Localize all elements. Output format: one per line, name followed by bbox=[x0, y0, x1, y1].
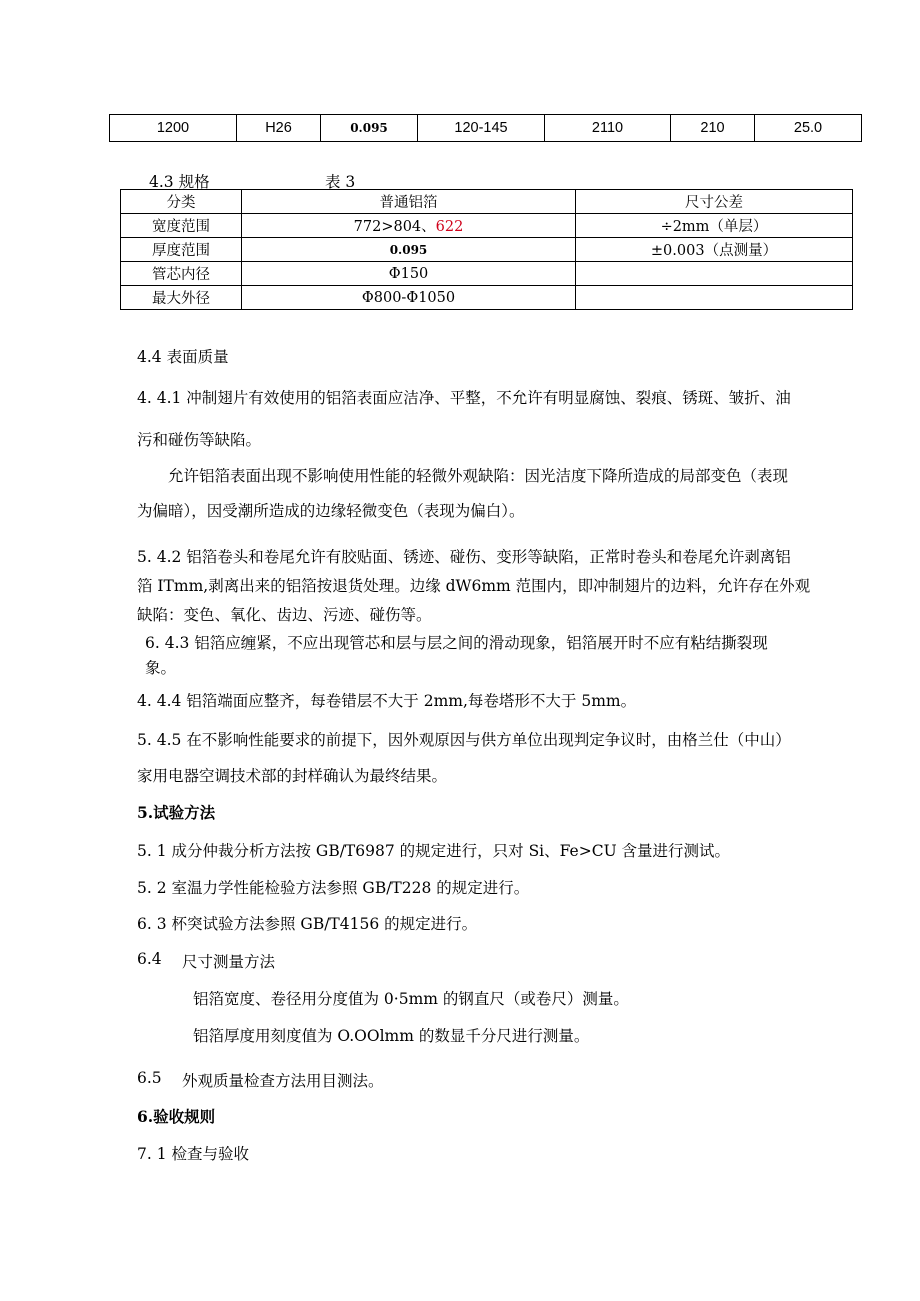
top-table bbox=[109, 114, 862, 142]
table-header-cell: 分类 bbox=[121, 190, 242, 214]
table-row bbox=[121, 262, 853, 286]
paragraph-line: 铝箔厚度用刻度值为 O.OOlmm 的数显千分尺进行测量。 bbox=[193, 1027, 590, 1045]
paragraph-line: 为偏暗），因受潮所造成的边缘轻微变色（表现为偏白）。 bbox=[137, 502, 525, 520]
section-4-3-title: 4.3 规格 bbox=[149, 173, 210, 191]
table-row bbox=[121, 286, 853, 310]
spec-table bbox=[120, 189, 853, 310]
table-header-cell: 尺寸公差 bbox=[576, 190, 853, 214]
row-value: 0.095 bbox=[242, 238, 576, 262]
paragraph-line: 缺陷：变色、氧化、齿边、污迹、碰伤等。 bbox=[137, 606, 432, 624]
row-value: Φ800-Φ1050 bbox=[242, 286, 576, 310]
paragraph-line: 铝箔宽度、卷径用分度值为 0·5mm 的钢直尺（或卷尺）测量。 bbox=[193, 990, 629, 1008]
row-tolerance bbox=[576, 262, 853, 286]
list-item-title: 尺寸测量方法 bbox=[182, 953, 276, 971]
table-cell: 120-145 bbox=[418, 115, 545, 142]
paragraph-line: 5. 4.5 在不影响性能要求的前提下，因外观原因与供方单位出现判定争议时，由格兰仕（中山） bbox=[137, 731, 791, 749]
row-value: Φ150 bbox=[242, 262, 576, 286]
table-caption: 表 3 bbox=[325, 173, 356, 191]
table-cell: 210 bbox=[671, 115, 755, 142]
table-cell: 2110 bbox=[545, 115, 671, 142]
section-6-title: 6.验收规则 bbox=[137, 1107, 216, 1126]
paragraph-line: 允许铝箔表面出现不影响使用性能的轻微外观缺陷：因光洁度下降所造成的局部变色（表现 bbox=[168, 467, 789, 485]
table-cell: H26 bbox=[237, 115, 321, 142]
row-label: 宽度范围 bbox=[121, 214, 242, 238]
list-item: 外观质量检查方法用目测法。 bbox=[182, 1072, 384, 1090]
table-row bbox=[110, 115, 862, 142]
section-4-4-title: 4.4 表面质量 bbox=[137, 348, 229, 366]
paragraph-line: 6. 4.3 铝箔应缠紧，不应出现管芯和层与层之间的滑动现象，铝箔展开时不应有粘结撕裂现 bbox=[145, 634, 768, 652]
paragraph-line: 5. 4.2 铝箔卷头和卷尾允许有胶贴面、锈迹、碰伤、变形等缺陷，正常时卷头和卷尾允许剥离铝 bbox=[137, 548, 791, 566]
table-header-row bbox=[121, 190, 853, 214]
list-item: 6. 3 杯突试验方法参照 GB/T4156 的规定进行。 bbox=[137, 915, 478, 933]
row-tolerance: ±0.003（点测量） bbox=[576, 238, 853, 262]
row-label: 厚度范围 bbox=[121, 238, 242, 262]
list-item: 5. 2 室温力学性能检验方法参照 GB/T228 的规定进行。 bbox=[137, 879, 530, 897]
paragraph-line: 箔 ITmm,剥离出来的铝箔按退货处理。边缘 dW6mm 范围内，即冲制翅片的边料，允许存在外观 bbox=[137, 577, 811, 595]
row-tolerance: ÷2mm（单层） bbox=[576, 214, 853, 238]
table-cell: 0.095 bbox=[321, 115, 418, 142]
table-row bbox=[121, 214, 853, 238]
list-item-number: 6.5 bbox=[137, 1069, 162, 1087]
table-header-cell: 普通铝箔 bbox=[242, 190, 576, 214]
list-item: 5. 1 成分仲裁分析方法按 GB/T6987 的规定进行，只对 Si、Fe>CU 含量进行测试。 bbox=[137, 842, 731, 860]
row-value bbox=[242, 214, 576, 238]
paragraph-line: 4. 4.4 铝箔端面应整齐，每卷错层不大于 2mm,每卷塔形不大于 5mm。 bbox=[137, 692, 637, 710]
paragraph-line: 污和碰伤等缺陷。 bbox=[137, 431, 262, 449]
row-tolerance bbox=[576, 286, 853, 310]
row-label: 最大外径 bbox=[121, 286, 242, 310]
paragraph-line: 家用电器空调技术部的封样确认为最终结果。 bbox=[137, 767, 448, 785]
table-cell: 25.0 bbox=[755, 115, 862, 142]
paragraph-line: 象。 bbox=[145, 659, 177, 677]
section-5-title: 5.试验方法 bbox=[137, 803, 216, 822]
row-label: 管芯内径 bbox=[121, 262, 242, 286]
table-cell: 1200 bbox=[110, 115, 237, 142]
table-row bbox=[121, 238, 853, 262]
row-value-highlight: 622 bbox=[435, 219, 464, 235]
list-item: 7. 1 检查与验收 bbox=[137, 1145, 250, 1163]
list-item-number: 6.4 bbox=[137, 950, 162, 968]
paragraph-line: 4. 4.1 冲制翅片有效使用的铝箔表面应洁净、平整，不允许有明显腐蚀、裂痕、锈斑、皱折、油 bbox=[137, 389, 791, 407]
row-value-main: 772>804、 bbox=[353, 219, 436, 235]
